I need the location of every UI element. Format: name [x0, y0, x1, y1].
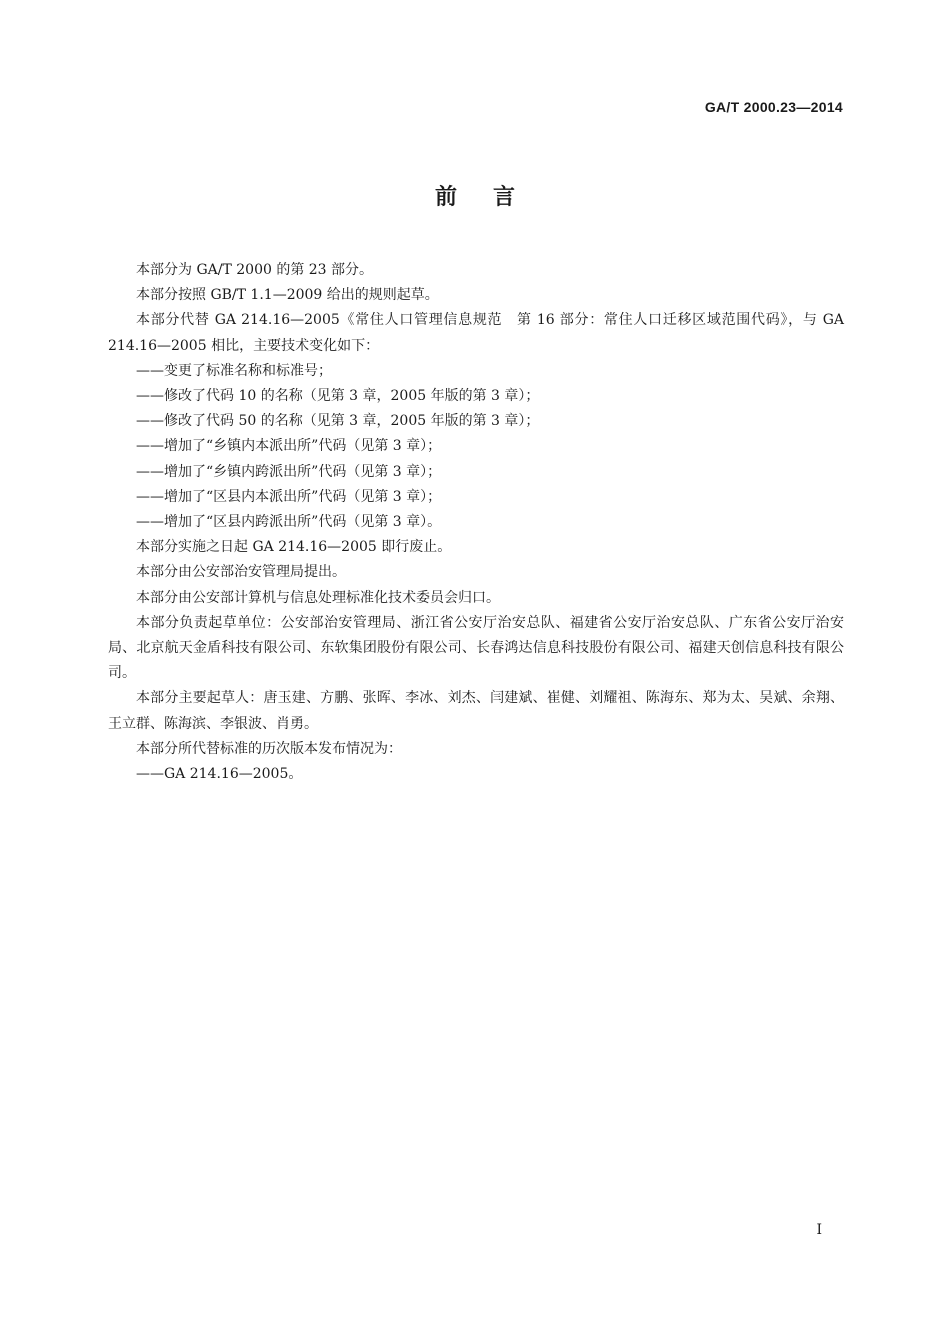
- change-item: ——增加了“乡镇内本派出所”代码（见第 3 章）；: [136, 438, 442, 455]
- page-title: 前言: [434, 185, 551, 210]
- paragraph-drafting-units: 本部分负责起草单位：公安部治安管理局、浙江省公安厅治安总队、福建省公安厅治安总队、广东省公安厅治安局、北京航天金盾科技有限公司、东软集团股份有限公司、长春鸿达信息科技股份有限公司、福建天创信息科技有限公司。: [108, 614, 844, 682]
- change-item: ——增加了“区县内本派出所”代码（见第 3 章）；: [136, 488, 442, 505]
- paragraph-part-number: 本部分为 GA/T 2000 的第 23 部分。: [136, 262, 374, 278]
- paragraph-proposer: 本部分由公安部治安管理局提出。: [136, 564, 346, 581]
- paragraph-drafters: 本部分主要起草人：唐玉建、方鹏、张晖、李冰、刘杰、闫建斌、崔健、刘耀祖、陈海东、郑为太、吴斌、余翔、王立群、陈海滨、李银波、肖勇。: [108, 690, 844, 732]
- standard-code: GA/T 2000.23—2014: [704, 99, 843, 115]
- document-body: [108, 258, 844, 787]
- change-item: ——增加了“乡镇内跨派出所”代码（见第 3 章）；: [136, 463, 442, 480]
- change-item: ——增加了“区县内跨派出所”代码（见第 3 章）。: [136, 514, 442, 531]
- change-item: ——修改了代码 50 的名称（见第 3 章，2005 年版的第 3 章）；: [136, 413, 540, 430]
- change-item: ——变更了标准名称和标准号；: [136, 362, 332, 379]
- paragraph-abolish: 本部分实施之日起 GA 214.16—2005 即行废止。: [136, 539, 452, 556]
- paragraph-drafting-rules: 本部分按照 GB/T 1.1—2009 给出的规则起草。: [136, 287, 439, 304]
- paragraph-history-intro: 本部分所代替标准的历次版本发布情况为：: [136, 740, 402, 757]
- change-item: ——修改了代码 10 的名称（见第 3 章，2005 年版的第 3 章）；: [136, 388, 540, 405]
- page-number: I: [816, 1222, 822, 1238]
- paragraph-centralized: 本部分由公安部计算机与信息处理标准化技术委员会归口。: [136, 589, 500, 606]
- paragraph-replacement: 本部分代替 GA 214.16—2005《常住人口管理信息规范 第 16 部分：常住人口迁移区域范围代码》，与 GA 214.16—2005 相比，主要技术变化如下：: [108, 312, 844, 354]
- history-item: ——GA 214.16—2005。: [136, 766, 303, 783]
